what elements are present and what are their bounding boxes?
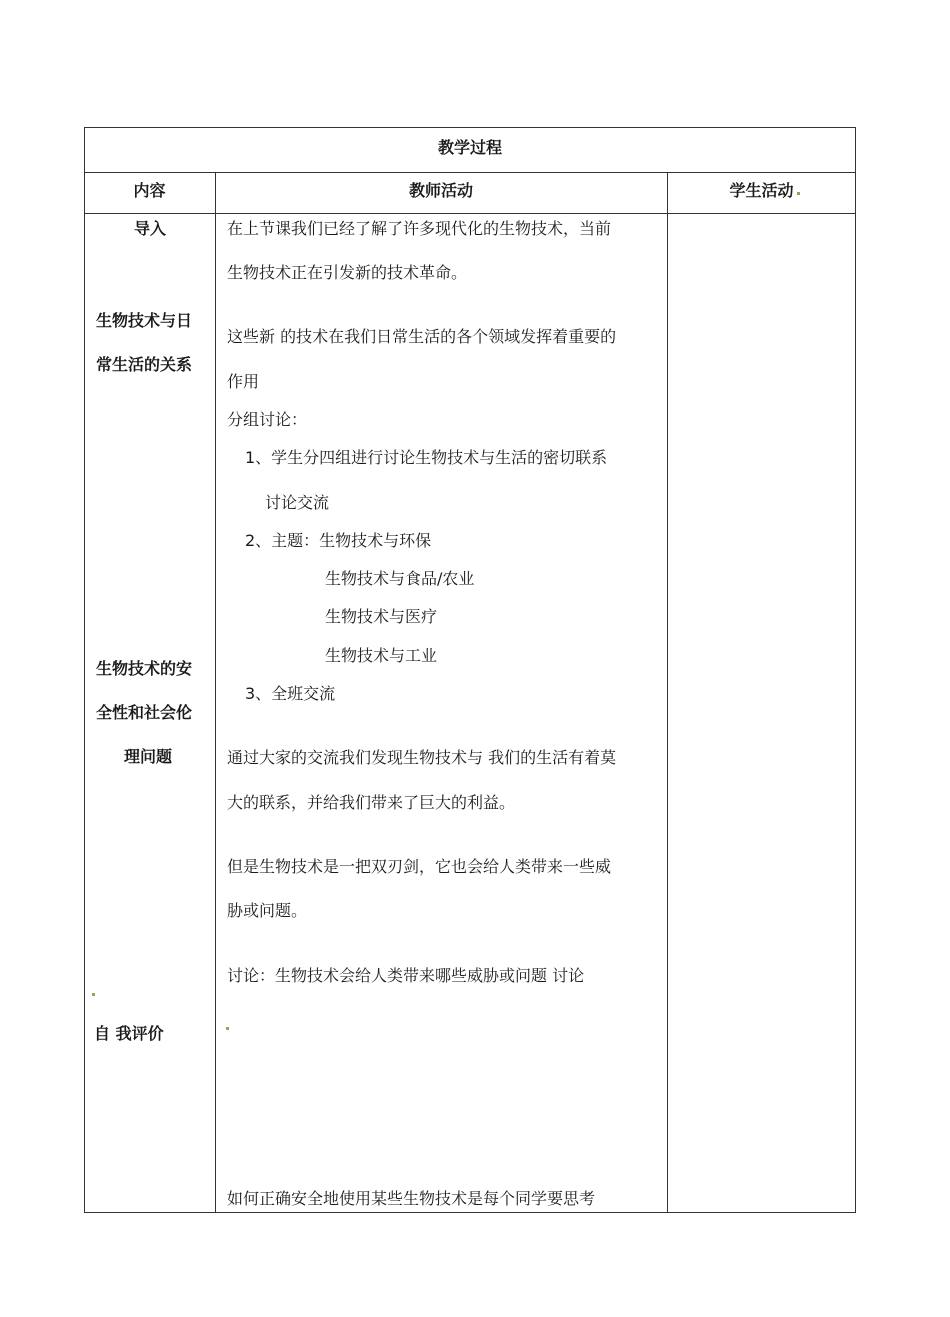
teacher-item2-b: 生物技术与医疗: [325, 607, 438, 626]
column-divider-2: [667, 172, 668, 1213]
mark-dot: [797, 192, 800, 195]
teacher-p1-line2: 生物技术正在引发新的技术革命。: [227, 263, 468, 282]
column-divider-1: [215, 172, 216, 1213]
content-topic2-line3: 理问题: [124, 747, 173, 766]
header-content: 内容: [133, 181, 166, 200]
content-topic1-line1: 生物技术与日: [96, 311, 193, 330]
teacher-item1-sub: 讨论交流: [265, 493, 330, 512]
teacher-p4-line2: 胁或问题。: [227, 901, 308, 920]
header-teacher-activity: 教师活动: [408, 181, 473, 200]
teacher-p4-line1: 但是生物技术是一把双刃剑，它也会给人类带来一些威: [227, 857, 612, 876]
content-topic2-line2: 全性和社会伦: [96, 703, 193, 722]
teacher-item2: 2、主题：生物技术与环保: [245, 531, 432, 550]
table-title: 教学过程: [437, 138, 502, 157]
teacher-group-discuss: 分组讨论：: [227, 410, 308, 429]
mark-dot: [92, 993, 95, 996]
teacher-item2-a: 生物技术与食品/农业: [325, 569, 475, 588]
teacher-item1: 1、学生分四组进行讨论生物技术与生活的密切联系: [245, 448, 608, 467]
teacher-item2-c: 生物技术与工业: [325, 646, 438, 665]
teacher-item3: 3、全班交流: [245, 684, 336, 703]
content-topic1-line2: 常生活的关系: [96, 355, 193, 374]
teacher-p3-line2: 大的联系，并给我们带来了巨大的利益。: [227, 793, 516, 812]
divider-header: [84, 213, 856, 214]
teacher-p5: 讨论：生物技术会给人类带来哪些威胁或问题 讨论: [227, 966, 585, 985]
mark-dot: [226, 1027, 229, 1030]
teacher-p3-line1: 通过大家的交流我们发现生物技术与 我们的生活有着莫: [227, 748, 617, 767]
teacher-p6: 如何正确安全地使用某些生物技术是每个同学要思考: [227, 1189, 596, 1208]
header-student-activity: 学生活动: [729, 181, 794, 200]
teacher-p2-line1: 这些新 的技术在我们日常生活的各个领域发挥着重要的: [227, 327, 617, 346]
content-self-eval: 自 我评价: [94, 1024, 164, 1043]
teacher-p2-line2: 作用: [227, 372, 260, 391]
content-intro: 导入: [134, 219, 167, 238]
teacher-p1-line1: 在上节课我们已经了解了许多现代化的生物技术，当前: [227, 219, 612, 238]
divider-title: [84, 172, 856, 173]
content-topic2-line1: 生物技术的安: [96, 659, 193, 678]
table-border: [84, 127, 856, 1213]
